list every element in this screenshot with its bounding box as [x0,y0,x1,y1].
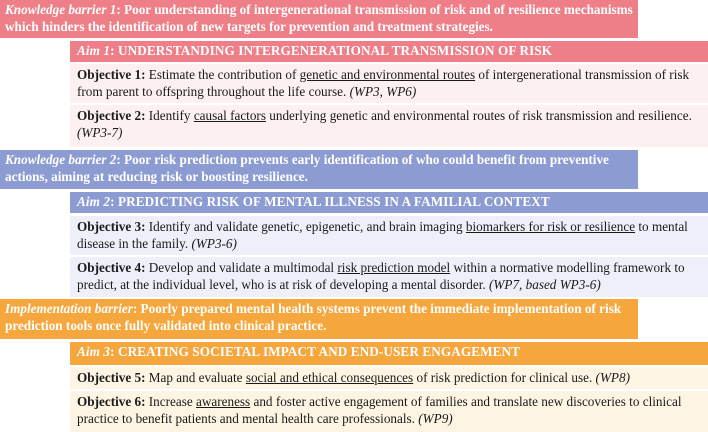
implementation-barrier [0,299,638,339]
objective-text: of intergenerational transmission of risk from parent to offspring throughout the life course. [77,67,690,99]
work-package-ref: (WP8) [595,370,630,385]
aim-text: : UNDERSTANDING INTERGENERATIONAL TRANSMISSION OF RISK [110,43,553,58]
objective-1 [70,64,708,103]
barrier-text: : Poorly prepared mental health systems prevent the immediate implementation of risk prediction tools once fully validated into clinical practice. [5,301,622,333]
work-package-ref: (WP9) [418,410,453,426]
objective-text: underlying genetic and environmental routes of risk transmission and resilience. [265,108,692,123]
objective-6 [70,391,708,432]
barrier-tag: Implementation barrier [5,301,133,316]
objective-text: Estimate the contribution of [145,67,300,82]
objective-2 [70,105,708,147]
objective-text: Increase [145,394,196,409]
objective-text: within a normative modelling framework to predict, at the individual level, who is at risk of developing a mental disorder. [77,260,685,292]
aim-2 [70,192,708,213]
objective-3 [70,216,708,255]
knowledge-barrier-1 [0,0,638,38]
aim-text: : CREATING SOCIETAL IMPACT AND END-USER ENGAGEMENT [110,344,521,359]
objective-key-term: awareness [196,394,251,409]
objective-5 [70,367,708,389]
work-package-ref: (WP3-6) [191,235,237,251]
objective-key-term: risk prediction model [337,260,451,275]
aim-3 [70,342,708,365]
barrier-tag: Knowledge barrier 1 [5,2,117,17]
aim-text: : PREDICTING RISK OF MENTAL ILLNESS IN A FAMILIAL CONTEXT [110,194,550,209]
objective-text: Develop and validate a multimodal [145,260,338,275]
objective-text: of risk prediction for clinical use. [413,370,596,385]
objective-4 [70,257,708,297]
objective-text: Identify and validate genetic, epigenetic, and brain imaging [145,219,466,234]
aim-tag: Aim 3 [77,344,111,359]
objective-label: Objective 3: [77,219,146,234]
work-package-ref: (WP3, WP6) [349,83,417,99]
barrier-tag: Knowledge barrier 2 [5,152,117,167]
knowledge-barrier-2 [0,150,638,189]
work-package-ref: (WP3-7) [77,124,123,140]
objective-label: Objective 2: [77,108,146,123]
objective-key-term: causal factors [193,108,266,123]
objective-text: Identify [145,108,194,123]
aim-tag: Aim 1 [77,43,111,58]
objective-text: and foster active engagement of families and translate new discoveries to clinical practice to benefit patients and mental health care professionals. [77,394,682,426]
objective-key-term: genetic and environmental routes [299,67,476,82]
objective-label: Objective 5: [77,370,146,385]
objective-key-term: biomarkers for risk or resilience [465,219,636,234]
aim-1 [70,41,708,62]
objective-label: Objective 1: [77,67,146,82]
work-package-ref: (WP7, based WP3-6) [489,276,601,292]
barrier-text: : Poor understanding of intergenerational transmission of risk and of resilience mechanisms which hinders the identification of new targets for prevention and treatment strategies. [5,2,633,34]
objective-text: Map and evaluate [145,370,246,385]
objective-text: to mental disease in the family. [77,219,688,251]
barrier-text: : Poor risk prediction prevents early identification of who could benefit from preventive actions, aiming at reducing risk or boosting resilience. [5,152,609,184]
objective-key-term: social and ethical consequences [245,370,414,385]
objective-label: Objective 6: [77,394,146,409]
aim-tag: Aim 2 [77,194,111,209]
objective-label: Objective 4: [77,260,146,275]
